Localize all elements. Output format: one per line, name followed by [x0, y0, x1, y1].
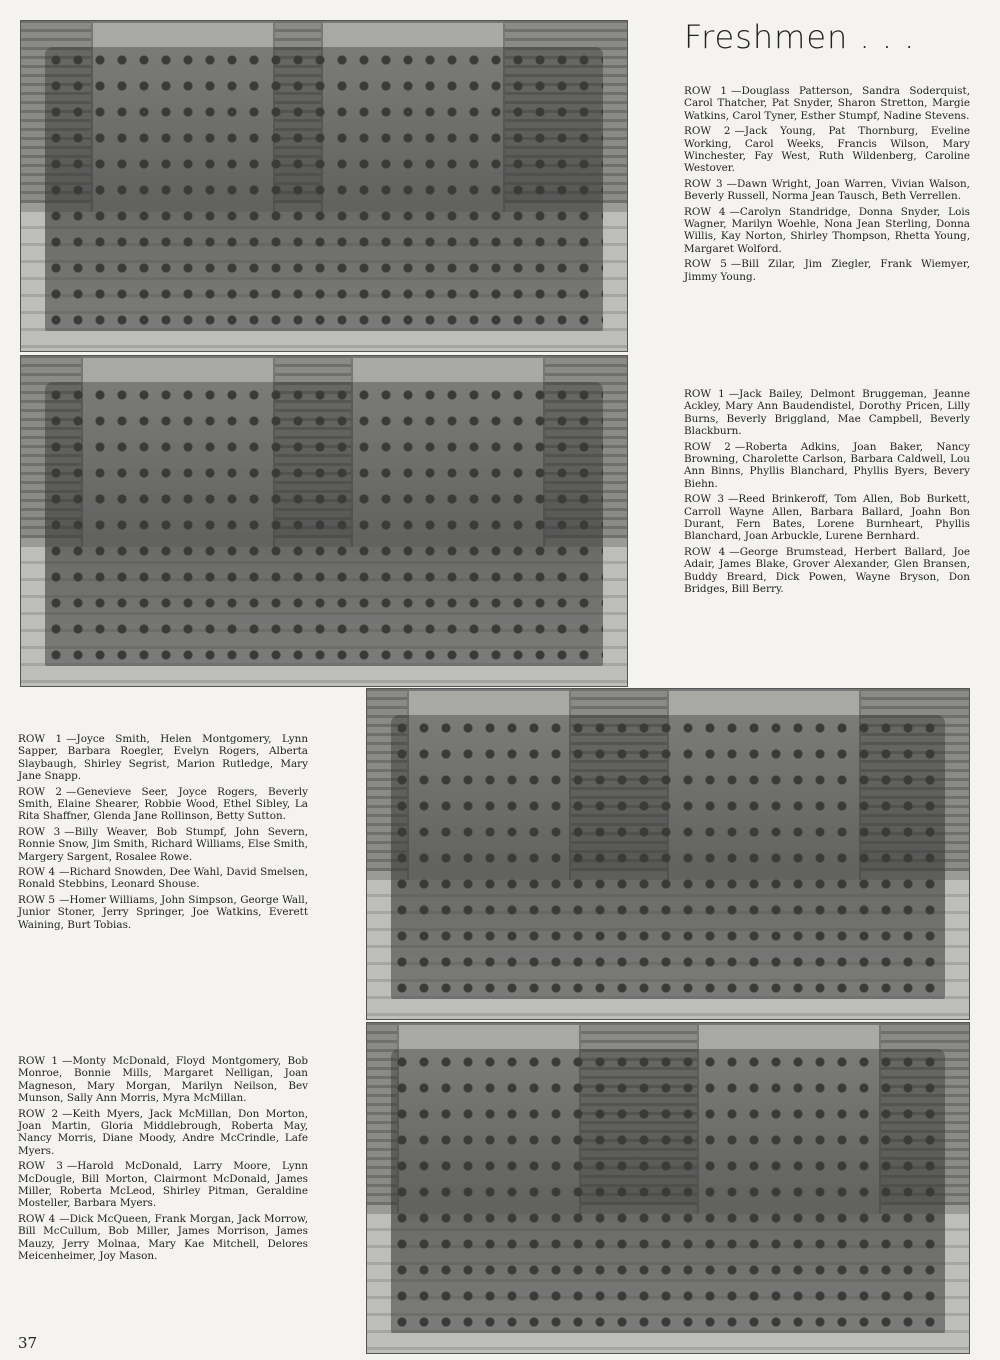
page-number: 37 [18, 1334, 38, 1352]
class-photo-4 [366, 1022, 970, 1354]
caption-row: ROW 5 —Homer Williams, John Simpson, George Wall, Junior Stoner, Jerry Springer, Joe Watkins, Everett Waining, Burt Tobias. [18, 893, 309, 931]
caption-row: ROW 1 —Monty McDonald, Floyd Montgomery, Bob Monroe, Bonnie Mills, Margaret Nelligan, Joan Magneson, Mary Morgan, Marilyn Neilson, Bev Munson, Sally Ann Morris, Myra McMillan. [18, 1055, 309, 1105]
caption-row: ROW 3 —Harold McDonald, Larry Moore, Lynn McDougle, Bill Morton, Clairmont McDonald, James Miller, Roberta McLeod, Shirley Pitman, Geraldine Mosteller, Barbara Myers. [18, 1160, 308, 1210]
caption-row: ROW 3 —Reed Brinkeroff, Tom Allen, Bob Burkett, Carroll Wayne Allen, Barbara Ballard, Joahn Bon Durant, Fern Bates, Lorene Burnheart, Phyllis Blanchard, Joan Arbuckle, Lurene Bernhard. [684, 493, 971, 543]
caption-row: ROW 2 —Genevieve Seer, Joyce Rogers, Beverly Smith, Elaine Shearer, Robbie Wood, Ethel Sibley, La Rita Shaffner, Glenda Jane Rollinson, Betty Sutton. [18, 785, 308, 823]
caption-row: ROW 4 —Carolyn Standridge, Donna Snyder, Lois Wagner, Marilyn Woehle, Nona Jean Sterling, Donna Willis, Kay Norton, Shirley Thompson, Rhetta Young, Margaret Wolford. [684, 205, 970, 255]
caption-photo-1 [684, 85, 970, 286]
caption-row: ROW 3 —Billy Weaver, Bob Stumpf, John Severn, Ronnie Snow, Jim Smith, Richard Williams, Else Smith, Margery Sargent, Rosalee Rowe. [18, 825, 308, 863]
caption-row: ROW 5 —Bill Zilar, Jim Ziegler, Frank Wiemyer, Jimmy Young. [684, 258, 971, 283]
caption-row: ROW 4 —Richard Snowden, Dee Wahl, David Smelsen, Ronald Stebbins, Leonard Shouse. [18, 866, 309, 891]
caption-photo-3 [18, 733, 308, 934]
caption-row: ROW 2 —Keith Myers, Jack McMillan, Don Morton, Joan Martin, Gloria Middlebrough, Roberta May, Nancy Morris, Diane Moody, Andre McCrindle, Lafe Myers. [18, 1107, 309, 1157]
page-title: Freshmen . . . [684, 18, 916, 56]
caption-row: ROW 2 —Roberta Adkins, Joan Baker, Nancy Browning, Charolette Carlson, Barbara Caldwell, Lou Ann Binns, Phyllis Blanchard, Phyllis Byers, Bevery Biehn. [684, 440, 970, 490]
class-photo-3 [366, 688, 970, 1020]
caption-row: ROW 4 —George Brumstead, Herbert Ballard, Joe Adair, James Blake, Grover Alexander, Glen Bransen, Buddy Breard, Dick Powen, Wayne Bryson, Don Bridges, Bill Berry. [684, 545, 971, 596]
class-photo-2 [20, 355, 628, 687]
caption-row: ROW 3 —Dawn Wright, Joan Warren, Vivian Walson, Beverly Russell, Norma Jean Tausch, Beth Verrellen. [684, 177, 970, 203]
caption-photo-2 [684, 388, 970, 599]
caption-row: ROW 1 —Jack Bailey, Delmont Bruggeman, Jeanne Ackley, Mary Ann Baudendistel, Dorothy Pricen, Lilly Burns, Beverly Briggland, Mae Campbell, Beverly Blackburn. [684, 388, 971, 438]
caption-row: ROW 1 —Douglass Patterson, Sandra Soderquist, Carol Thatcher, Pat Snyder, Sharon Stretton, Margie Watkins, Carol Tyner, Esther Stumpf, Nadine Stevens. [684, 85, 970, 122]
caption-photo-4 [18, 1055, 308, 1266]
class-photo-1 [20, 20, 628, 352]
caption-row: ROW 4 —Dick McQueen, Frank Morgan, Jack Morrow, Bill McCullum, Bob Miller, James Morrison, James Mauzy, Jerry Molnaa, Mary Kae Mitchell, Delores Meicenheimer, Joy Mason. [18, 1212, 308, 1263]
caption-row: ROW 2 —Jack Young, Pat Thornburg, Eveline Working, Carol Weeks, Francis Wilson, Mary Winchester, Fay West, Ruth Wildenberg, Caroline Westover. [684, 125, 970, 175]
caption-row: ROW 1 —Joyce Smith, Helen Montgomery, Lynn Sapper, Barbara Roegler, Evelyn Rogers, Alberta Slaybaugh, Shirley Segrist, Marion Rutledge, Mary Jane Snapp. [18, 733, 309, 783]
